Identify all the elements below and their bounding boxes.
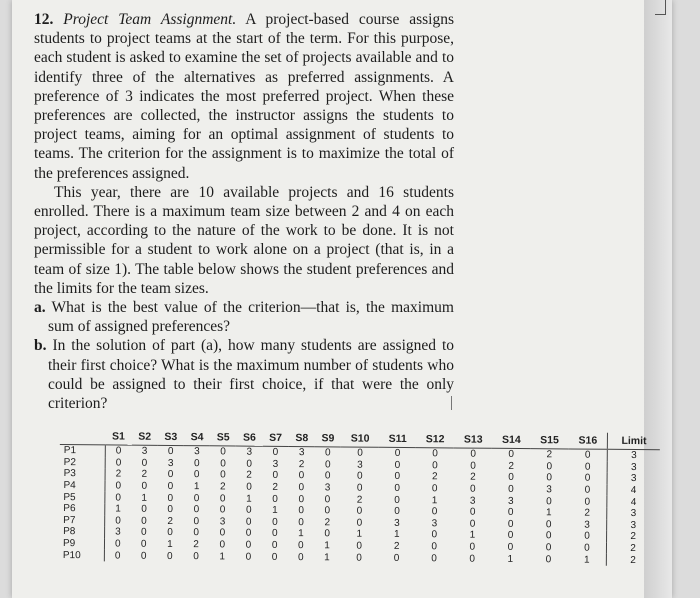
table-cell: 0 <box>324 470 331 482</box>
table-cell: 0 <box>272 493 278 505</box>
column-header: S14 <box>492 432 530 449</box>
table-cell: 0 <box>193 458 200 470</box>
table-cell: 0 <box>105 480 131 492</box>
table-cell: 0 <box>584 531 590 543</box>
row-label: P4 <box>63 480 76 492</box>
table-cell: 0 <box>141 457 148 469</box>
textbook-page <box>12 0 672 598</box>
table-cell: 0 <box>140 550 147 562</box>
table-cell: 2 <box>193 539 199 551</box>
table-cell: 0 <box>394 471 401 483</box>
table-cell: 0 <box>141 527 147 539</box>
column-header: S12 <box>416 431 454 448</box>
table-cell: 0 <box>507 541 514 554</box>
table-cell: 2 <box>141 469 148 481</box>
table-cell: 1 <box>356 529 363 541</box>
table-cell: 0 <box>432 460 438 472</box>
limit-cell: 4 <box>607 496 659 508</box>
column-header: S1 <box>105 428 131 445</box>
table-cell: 0 <box>245 504 252 516</box>
table-cell: 0 <box>271 551 278 563</box>
row-label: P2 <box>63 456 76 469</box>
table-cell: 0 <box>394 459 401 471</box>
table-cell: 0 <box>431 552 437 564</box>
table-cell: 0 <box>271 539 278 551</box>
table-cell: 0 <box>167 469 174 481</box>
table-cell: 0 <box>469 483 476 495</box>
preferences-table <box>59 428 660 566</box>
table-cell: 1 <box>105 503 131 515</box>
table-cell: 3 <box>431 518 438 530</box>
table-cell: 0 <box>167 527 173 539</box>
table-cell: 3 <box>167 457 174 469</box>
limit-cell: 3 <box>607 473 659 485</box>
column-header: S9 <box>315 430 341 447</box>
table-cell: 0 <box>584 449 591 461</box>
table-cell: 2 <box>356 494 363 506</box>
table-cell: 1 <box>324 551 330 563</box>
table-cell: 0 <box>219 493 226 505</box>
table-cell: 0 <box>508 449 515 461</box>
limit-cell: 3 <box>607 461 659 473</box>
row-label: P10 <box>62 549 81 561</box>
paragraph-1-text: A project-based course assigns students to project teams at the start of the term. For this purpose, each student is asked to examine the set of projects available and to identify three of the alternatives as preferred assignments. A preference of 3 indicates the most preferred project. When these preferences are collected, the instructor assigns the students to project teams, aiming for an optimal assignment of students to teams. The criterion for the assignment is to maximize the total of the preferences assigned. <box>34 11 454 182</box>
table-cell: 1 <box>324 540 330 552</box>
table-cell: 0 <box>508 483 514 496</box>
table-cell: 0 <box>507 518 514 530</box>
table-cell: 0 <box>104 550 130 562</box>
table-cell: 0 <box>584 542 590 554</box>
table-cell: 0 <box>105 515 131 527</box>
table-cell: 0 <box>141 503 147 516</box>
table-cell: 0 <box>167 492 174 504</box>
table-cell: 0 <box>470 460 476 472</box>
table-cell: 0 <box>245 528 252 540</box>
column-header: S2 <box>132 429 158 446</box>
table-cell: 1 <box>219 551 226 563</box>
table-cell: 1 <box>193 481 200 493</box>
table-cell: 0 <box>545 530 552 542</box>
table-cell: 1 <box>583 554 590 566</box>
problem-title: Project Team Assignment. <box>63 11 237 28</box>
table-cell: 0 <box>167 446 174 458</box>
table-cell: 1 <box>246 493 252 505</box>
pen-mark <box>451 396 452 410</box>
table-cell: 2 <box>431 471 438 483</box>
row-label: P6 <box>63 503 76 515</box>
table-cell: 0 <box>394 448 401 460</box>
table-cell: 0 <box>298 493 305 505</box>
table-cell: 0 <box>105 445 131 457</box>
table-cell: 0 <box>220 446 226 458</box>
problem-paragraph-1 <box>34 10 454 183</box>
column-header: S5 <box>210 429 236 446</box>
table-cell: 0 <box>298 540 304 552</box>
table-cell: 2 <box>167 515 173 527</box>
table-cell: 3 <box>141 446 148 458</box>
table-cell: 0 <box>469 541 476 553</box>
column-header: S4 <box>184 429 210 446</box>
table-cell: 0 <box>469 518 476 530</box>
table-cell: 1 <box>272 505 278 517</box>
table-cell: 0 <box>167 481 174 493</box>
table-cell: 2 <box>470 472 476 484</box>
table-cell: 1 <box>167 538 173 551</box>
table-cell: 2 <box>298 458 305 471</box>
table-cell: 3 <box>324 482 331 494</box>
table-cell: 0 <box>141 515 147 527</box>
limit-cell: 3 <box>607 519 659 531</box>
table-cell: 0 <box>356 482 363 494</box>
table-cell: 1 <box>546 507 552 519</box>
table-cell: 0 <box>220 469 226 481</box>
problem-text <box>34 10 454 413</box>
table-cell: 2 <box>584 507 591 519</box>
table-cell: 1 <box>298 528 304 540</box>
table-cell: 0 <box>324 505 331 517</box>
table-cell: 3 <box>219 516 226 528</box>
table-cell: 0 <box>105 492 131 504</box>
table-cell: 2 <box>393 540 400 553</box>
table-cell: 0 <box>545 542 552 554</box>
table-cell: 0 <box>356 471 363 483</box>
table-cell: 0 <box>193 527 200 539</box>
table-cell: 0 <box>298 470 305 482</box>
column-header: S15 <box>530 432 568 449</box>
table-cell: 0 <box>219 504 226 516</box>
table-cell: 0 <box>508 472 514 484</box>
column-header: S11 <box>379 431 416 448</box>
table-cell: 0 <box>545 553 552 565</box>
table-cell: 0 <box>393 552 400 564</box>
table-cell: 0 <box>298 482 305 494</box>
table-cell: 0 <box>584 484 591 496</box>
table-cell: 0 <box>356 505 363 517</box>
part-a-label: a. <box>34 299 46 317</box>
table-body <box>59 444 660 566</box>
table-cell: 0 <box>104 538 130 550</box>
column-header: Limit <box>608 433 660 450</box>
table-cell: 2 <box>324 517 331 529</box>
table-cell: 0 <box>357 447 363 459</box>
table-cell: 0 <box>272 470 279 482</box>
column-header: S13 <box>454 431 492 448</box>
table-cell: 0 <box>545 519 552 531</box>
table-cell: 2 <box>272 481 279 493</box>
limit-cell: 2 <box>607 554 659 566</box>
table-cell: 0 <box>193 492 200 504</box>
table-cell: 0 <box>324 528 330 540</box>
table-cell: 0 <box>394 506 400 518</box>
limit-cell: 3 <box>607 449 659 462</box>
column-header <box>60 428 106 445</box>
table-cell: 0 <box>246 458 253 470</box>
table-cell: 0 <box>431 541 438 553</box>
table-cell: 0 <box>193 516 200 528</box>
table-cell: 2 <box>546 449 553 461</box>
table-cell: 0 <box>546 495 552 507</box>
table-cell: 3 <box>508 495 514 507</box>
table-cell: 2 <box>508 460 514 472</box>
table-cell: 0 <box>167 504 174 516</box>
table-cell: 1 <box>469 530 476 542</box>
row-label: P7 <box>63 514 76 526</box>
problem-paragraph-2: This year, there are 10 available projects and 16 students enrolled. There is a maximum team size between 2 and 4 on each project, according to the nature of the work to be done. It is not permissible for a student to work alone on a project (that is, in a team of size 1). The table below shows the student preferences and the limits for the team sizes. <box>34 183 454 297</box>
corner-mark <box>655 0 666 15</box>
table-cell: 0 <box>271 528 278 540</box>
table-cell: 0 <box>546 461 553 473</box>
column-header: S10 <box>341 430 379 447</box>
column-header: S6 <box>236 430 262 447</box>
table-cell: 2 <box>105 469 131 481</box>
table-cell: 0 <box>469 506 476 518</box>
table-cell: 0 <box>356 517 363 529</box>
table-cell: 0 <box>470 448 476 460</box>
table-cell: 0 <box>272 447 279 459</box>
table-cell: 0 <box>298 505 304 517</box>
row-label: P3 <box>63 468 76 480</box>
table-cell: 0 <box>272 516 278 528</box>
part-a <box>34 298 454 336</box>
column-header: S16 <box>568 432 607 449</box>
table-cell: 3 <box>546 484 552 496</box>
table-cell: 0 <box>219 527 226 539</box>
part-b-label: b. <box>34 337 47 355</box>
table-cell: 0 <box>140 538 147 550</box>
table-cell: 0 <box>193 550 199 562</box>
table-cell: 0 <box>431 529 438 541</box>
row-label: P8 <box>63 526 76 538</box>
row-label: P5 <box>63 491 76 503</box>
table-cell: 0 <box>246 481 252 493</box>
table-cell: 0 <box>356 540 363 552</box>
table-cell: 0 <box>324 493 331 506</box>
table-cell: 0 <box>141 480 148 492</box>
table-cell: 3 <box>298 447 305 459</box>
table-cell: 0 <box>245 551 252 563</box>
table-cell: 3 <box>584 519 590 531</box>
part-b <box>34 336 454 413</box>
table-cell: 0 <box>193 469 200 481</box>
table-cell: 3 <box>246 446 253 458</box>
row-label: P9 <box>62 538 76 550</box>
problem-number: 12. <box>34 11 54 28</box>
table-cell: 3 <box>105 527 131 539</box>
table-cell: 0 <box>507 530 514 542</box>
table-cell: 0 <box>394 494 400 506</box>
limit-cell: 2 <box>607 531 659 543</box>
table-cell: 0 <box>220 458 226 470</box>
column-header: S3 <box>158 429 184 446</box>
table-cell: 2 <box>246 470 252 482</box>
table-cell: 0 <box>245 516 252 528</box>
table-cell: 3 <box>357 459 363 471</box>
table-cell: 0 <box>193 504 200 516</box>
table-cell: 1 <box>393 529 400 541</box>
limit-cell: 3 <box>607 508 659 520</box>
table-cell: 3 <box>194 446 200 458</box>
table-cell: 0 <box>166 550 173 562</box>
table-cell: 0 <box>584 461 591 473</box>
table-cell: 3 <box>394 517 400 529</box>
table-cell: 3 <box>469 495 476 507</box>
table-cell: 0 <box>356 552 362 564</box>
table-cell: 0 <box>431 506 438 518</box>
part-b-text: In the solution of part (a), how many students are assigned to their first choice? What is the maximum number of students who could be assigned to their first choice, if that were the only criterion? <box>48 337 455 413</box>
table-cell: 0 <box>297 551 304 563</box>
table-cell: 0 <box>245 539 252 551</box>
table-cell: 0 <box>507 507 514 519</box>
table-cell: 0 <box>584 496 591 508</box>
table-cell: 0 <box>469 553 476 565</box>
table-cell: 1 <box>507 553 514 565</box>
table-cell: 0 <box>394 482 401 495</box>
limit-cell: 4 <box>607 485 659 497</box>
table-cell: 2 <box>219 481 226 493</box>
table-cell: 0 <box>325 447 331 459</box>
table-cell: 3 <box>272 458 279 470</box>
table-cell: 0 <box>431 483 438 495</box>
table-cell: 1 <box>141 492 147 504</box>
table-cell: 0 <box>219 539 226 551</box>
table-cell: 0 <box>324 459 331 471</box>
column-header: S7 <box>262 430 288 447</box>
table-cell: 0 <box>432 448 438 460</box>
table-cell: 0 <box>298 516 304 528</box>
limit-cell: 2 <box>607 543 659 555</box>
column-header: S8 <box>289 430 315 447</box>
part-a-text: What is the best value of the criterion—that is, the maximum sum of assigned preferences? <box>48 299 454 336</box>
row-label: P1 <box>63 445 77 457</box>
table-cell: 0 <box>584 473 591 485</box>
table-cell: 0 <box>546 472 552 484</box>
table-cell: 0 <box>105 457 131 469</box>
table-cell: 1 <box>431 494 438 506</box>
